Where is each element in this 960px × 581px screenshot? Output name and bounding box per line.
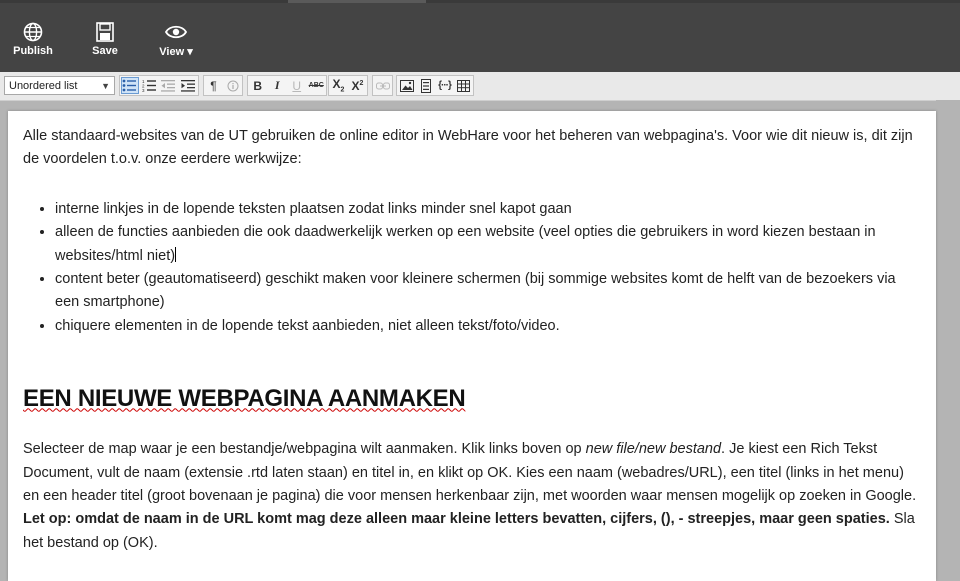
italic-button[interactable] (269, 77, 287, 94)
code-icon: {···} (438, 80, 451, 91)
bold-button[interactable] (249, 77, 267, 94)
superscript-icon: $X^2$ (351, 78, 364, 93)
section-heading: EEN NIEUWE WEBPAGINA AANMAKEN (23, 385, 466, 413)
info-icon (227, 80, 239, 92)
code-button[interactable] (436, 77, 453, 94)
svg-text:1: 1 (141, 79, 145, 84)
ordered-list-icon (142, 79, 157, 92)
list-button-group (119, 75, 199, 96)
widget-button[interactable] (417, 77, 434, 94)
instructions-text: Selecteer de map waar je een bestandje/webpagina wilt aanmaken. Klik links boven op (23, 441, 586, 458)
instructions-paragraph (23, 438, 923, 555)
format-toolbar (0, 72, 960, 101)
view-menu-button[interactable] (154, 22, 198, 58)
active-tab-indicator (288, 0, 426, 3)
script-button-group (328, 75, 368, 96)
save-icon (96, 22, 114, 42)
subscript-icon: $X_2$ (332, 77, 345, 94)
table-icon (457, 80, 470, 92)
list-item-text: alleen de functies aanbieden die ook daadwerkelijk werken op een website (veel opties die gebruikers in word kiezen bestaan in websites/html niet) (55, 224, 876, 264)
list-item (55, 221, 923, 268)
bold-icon: B (253, 78, 263, 93)
italic-icon: I (274, 78, 280, 92)
paragraph-icon: ¶ (210, 78, 217, 93)
paragraph-button-group (203, 75, 243, 96)
outdent-icon (161, 79, 176, 92)
eye-icon (165, 22, 187, 42)
scroll-gutter (936, 100, 960, 568)
svg-text:2: 2 (141, 83, 145, 89)
tab-strip (0, 0, 960, 3)
list-item: • chiquere elementen in de lopende tekst aanbieden, niet alleen tekst/foto/video. (55, 315, 923, 338)
unordered-list-button[interactable] (121, 77, 139, 94)
top-toolbar (0, 0, 960, 72)
underline-button[interactable] (288, 77, 306, 94)
indent-button[interactable] (180, 77, 197, 94)
unordered-list-icon (122, 79, 137, 92)
strikethrough-icon: ABC (308, 82, 324, 89)
image-icon (400, 80, 414, 92)
list-item: • interne linkjes in de lopende teksten plaatsen zodat links minder snel kapot gaan (55, 198, 923, 221)
save-label: Save (92, 45, 118, 57)
instructions-warning: Let op: omdat de naam in de URL komt mag deze alleen maar kleine letters bevatten, cijfers, (), - streepjes, maar geen spaties. (23, 511, 890, 528)
table-button[interactable] (455, 77, 472, 94)
outdent-button[interactable] (160, 77, 177, 94)
indent-icon (181, 79, 196, 92)
ordered-list-button[interactable] (141, 77, 158, 94)
chevron-down-icon: ▼ (101, 81, 110, 91)
insert-button-group (396, 75, 474, 96)
text-cursor (175, 247, 176, 262)
advantages-list (23, 198, 923, 338)
text-style-button-group (247, 75, 327, 96)
instructions-text-2: . Je kiest een Rich Tekst Document, vult de naam (extensie .rtd laten staan) en titel in, en klikt op OK. Kies een naam (webadres/URL), een titel (links in het menu) en een header titel (groot bovenaan je pagina) die voor mensen herkenbaar zijn, met woorden waar mensen mogelijk op zoeken in Google. (23, 441, 917, 505)
link-button[interactable] (374, 77, 391, 94)
link-icon (376, 82, 390, 90)
widget-icon (421, 79, 431, 93)
strikethrough-button[interactable] (308, 77, 326, 94)
link-button-group (372, 75, 393, 96)
underline-icon: U (292, 78, 302, 93)
instructions-italic: new file/new bestand (585, 441, 722, 458)
publish-button[interactable] (12, 22, 54, 57)
subscript-button[interactable] (330, 77, 347, 94)
document-content[interactable] (23, 125, 923, 555)
info-button[interactable] (224, 77, 241, 94)
document-page[interactable] (8, 111, 936, 581)
globe-icon (23, 22, 43, 42)
instructions-end: Sla het bestand op (OK). (23, 511, 915, 551)
paragraph-button[interactable] (205, 77, 222, 94)
view-label: View ▾ (159, 46, 193, 58)
svg-text:3: 3 (141, 88, 145, 92)
block-style-value: Unordered list (9, 80, 78, 92)
block-style-select[interactable] (4, 76, 115, 95)
image-button[interactable] (398, 77, 415, 94)
superscript-button[interactable] (349, 77, 366, 94)
intro-paragraph: Alle standaard-websites van de UT gebruiken de online editor in WebHare voor het beheren van webpagina's. Voor wie dit nieuw is, dit zijn de voordelen t.o.v. onze eerdere werkwijze: (23, 128, 913, 168)
publish-label: Publish (13, 45, 53, 57)
list-item: • content beter (geautomatiseerd) geschikt maken voor kleinere schermen (bij sommige websites komt de helft van de bezoekers via een smartphone) (55, 268, 923, 315)
save-button[interactable] (88, 22, 122, 57)
